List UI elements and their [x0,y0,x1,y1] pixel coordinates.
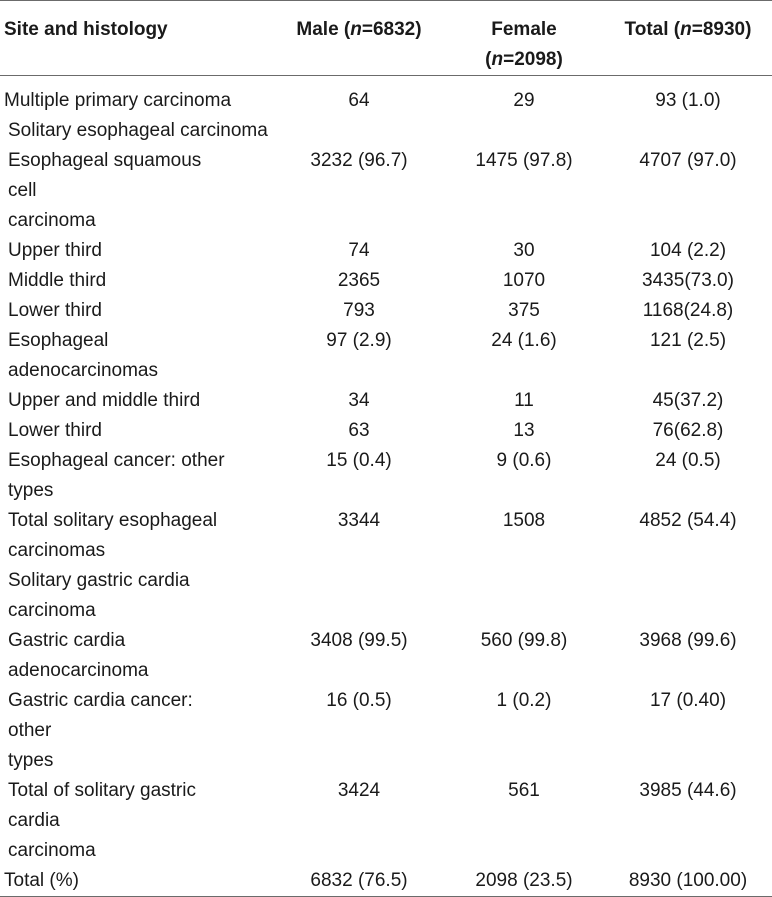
row-label-line: Multiple primary carcinoma [4,90,232,111]
male-value: 2365 [337,270,381,291]
header-site-histology-text: Site and histology [4,19,168,40]
row-label [0,686,274,776]
row-label-line: Lower third [8,300,102,321]
header-female-prefix: ( [485,49,492,70]
male-value [274,116,444,146]
total-value: 4852 (54.4) [639,510,737,531]
male-value: 34 [348,390,370,411]
female-value: 24 (1.6) [491,330,557,351]
header-total-n: n [680,19,692,40]
table-row [0,146,772,236]
row-label-line: Gastric cardia [8,630,126,651]
female-value: 1070 [502,270,546,291]
female-value: 1 (0.2) [496,690,552,711]
male-value: 74 [348,240,370,261]
female-value [444,566,604,626]
table-row [0,116,772,146]
header-site-histology [0,1,274,76]
row-label [0,626,274,686]
male-value: 3232 (96.7) [310,150,408,171]
female-value: 2098 (23.5) [444,866,604,897]
header-male-n: n [350,19,362,40]
female-value: 9 (0.6) [496,450,552,471]
table-row [0,506,772,566]
row-label [0,386,274,416]
female-value: 1475 (97.8) [475,150,573,171]
total-value: 93 (1.0) [655,90,721,111]
total-value: 3985 (44.6) [639,780,737,801]
table-row [0,326,772,386]
header-total [604,1,772,76]
row-label-line: Total (%) [4,870,79,891]
row-label [0,296,274,326]
row-label [0,566,274,626]
row-label-line: Upper and middle third [8,390,201,411]
table-row [0,566,772,626]
row-label-line: types [8,480,54,501]
row-label [0,416,274,446]
row-label-line: Total of solitary gastric [8,780,196,801]
table-row [0,416,772,446]
header-row [0,1,772,76]
row-label [0,776,274,866]
table-row [0,76,772,117]
header-female-n: n [491,49,504,70]
female-value: 375 [508,300,540,321]
table-body [0,76,772,897]
row-label-line: carcinoma [8,840,96,861]
table-row [0,296,772,326]
row-label-line: Upper third [8,240,102,261]
table-row [0,236,772,266]
table-row [0,866,772,897]
male-value: 97 (2.9) [326,330,392,351]
header-male-suffix: =6832) [361,19,422,40]
female-value: 560 (99.8) [480,630,568,651]
header-female-suffix: =2098) [503,49,563,70]
table-row [0,776,772,866]
header-male [274,1,444,76]
female-value: 13 [513,420,535,441]
row-label [0,76,274,117]
row-label-line: Middle third [8,270,107,291]
female-value: 561 [508,780,540,801]
total-value [604,566,772,626]
row-label-line: cardia [8,810,60,831]
female-value: 29 [513,90,535,111]
female-value: 1508 [502,510,546,531]
total-value: 121 (2.5) [649,330,727,351]
row-label [0,266,274,296]
header-female [444,1,604,76]
row-label [0,446,274,506]
table-header [0,1,772,76]
total-value [604,116,772,146]
row-label [0,506,274,566]
row-label-line: Lower third [8,420,102,441]
row-label-line: carcinomas [8,540,106,561]
header-male-prefix: Male ( [296,19,351,40]
male-value: 3408 (99.5) [310,630,408,651]
male-value: 16 (0.5) [326,690,392,711]
row-label-line: adenocarcinoma [8,660,149,681]
total-value: 76(62.8) [652,420,724,441]
row-label-line: other [8,720,52,741]
row-label-line: carcinoma [8,210,96,231]
female-value [444,116,604,146]
male-value: 3344 [337,510,381,531]
table-row [0,686,772,776]
total-value: 4707 (97.0) [639,150,737,171]
table-row [0,266,772,296]
row-label [0,236,274,266]
row-label-line: Solitary esophageal carcinoma [8,120,268,141]
total-value: 24 (0.5) [655,450,721,471]
row-label [0,866,274,897]
female-value: 30 [513,240,535,261]
row-label-line: Esophageal squamous [8,150,202,171]
table-row [0,626,772,686]
total-value: 3968 (99.6) [639,630,737,651]
header-female-line1: Female [491,19,557,40]
total-value: 104 (2.2) [649,240,727,261]
total-value: 8930 (100.00) [604,866,772,897]
header-total-prefix: Total ( [624,19,681,40]
male-value: 63 [348,420,370,441]
table-row [0,446,772,506]
row-label-line: Total solitary esophageal [8,510,218,531]
total-value: 45(37.2) [652,390,724,411]
female-value: 11 [514,390,534,411]
row-label-line: Esophageal cancer: other [8,450,225,471]
row-label [0,116,274,146]
row-label-line: cell [8,180,37,201]
row-label-line: Gastric cardia cancer: [8,690,193,711]
row-label-line: adenocarcinomas [8,360,158,381]
male-value: 6832 (76.5) [274,866,444,897]
row-label-line: types [8,750,54,771]
male-value: 15 (0.4) [326,450,392,471]
header-total-suffix: =8930) [691,19,752,40]
total-value: 17 (0.40) [649,690,727,711]
row-label [0,326,274,386]
row-label [0,146,274,236]
male-value [274,566,444,626]
total-value: 3435(73.0) [642,270,734,291]
male-value: 64 [348,90,370,111]
table-row [0,386,772,416]
row-label-line: Solitary gastric cardia carcinoma [8,570,190,621]
total-value: 1168(24.8) [642,300,734,321]
male-value: 793 [343,300,375,321]
male-value: 3424 [337,780,381,801]
row-label-line: Esophageal [8,330,109,351]
